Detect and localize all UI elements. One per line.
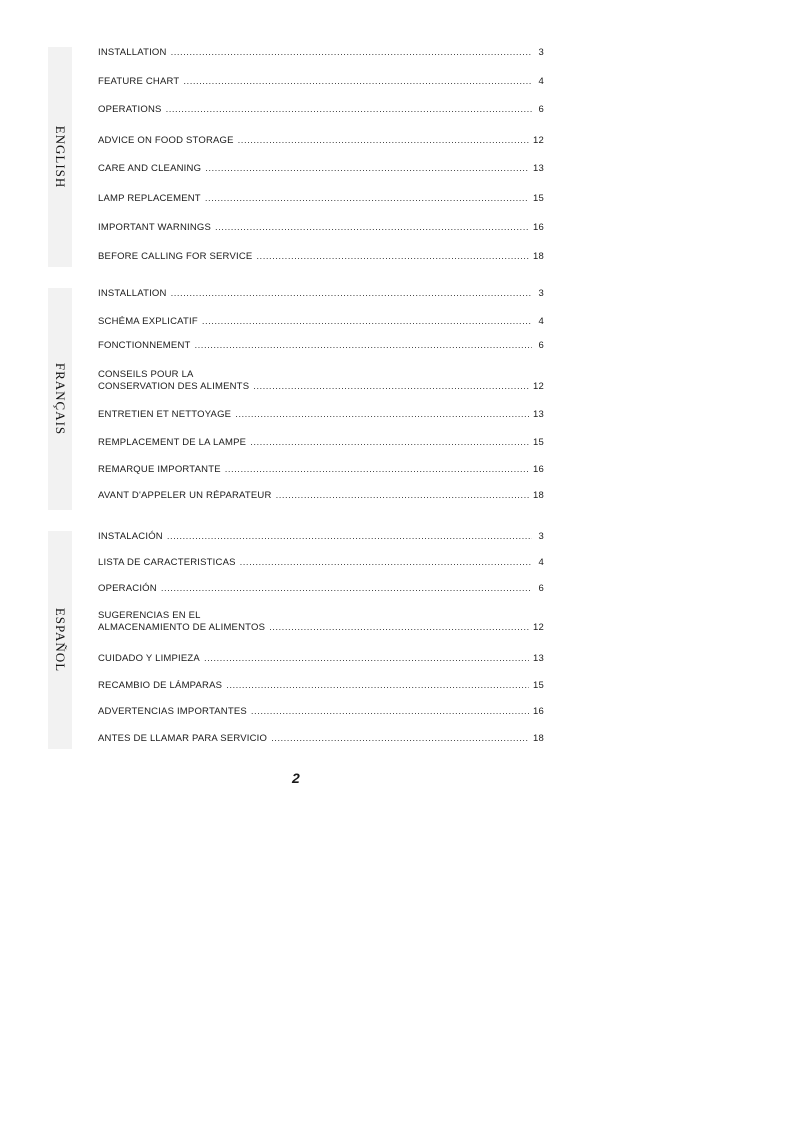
toc-entry[interactable]	[98, 706, 544, 718]
dot-leader	[269, 622, 529, 634]
dot-leader	[271, 733, 529, 745]
toc-entry-title: OPERATIONS	[98, 104, 162, 115]
toc-entry-page: 3	[538, 531, 544, 542]
toc-entry-page: 12	[533, 135, 544, 146]
toc-entry[interactable]	[98, 288, 544, 300]
toc-entry-page: 6	[538, 583, 544, 594]
toc-entry-page: 13	[533, 653, 544, 664]
toc-entry-title: ADVERTENCIAS IMPORTANTES	[98, 706, 247, 717]
dot-leader	[250, 437, 529, 449]
dot-leader	[202, 316, 532, 328]
toc-entry[interactable]	[98, 437, 544, 449]
dot-leader	[167, 531, 532, 543]
toc-entry[interactable]	[98, 47, 544, 59]
language-tab-english	[48, 47, 72, 267]
toc-entry[interactable]	[98, 409, 544, 421]
dot-leader	[171, 47, 532, 59]
toc-entry-title: ANTES DE LLAMAR PARA SERVICIO	[98, 733, 268, 744]
toc-entry[interactable]	[98, 557, 544, 569]
toc-entry-page: 15	[533, 437, 544, 448]
dot-leader	[195, 340, 532, 352]
toc-entry-page: 18	[533, 251, 544, 262]
toc-entry-title: INSTALACIÓN	[98, 531, 163, 542]
toc-entry-page: 12	[533, 381, 544, 392]
toc-entry-page: 6	[538, 104, 544, 115]
toc-entry-title: CARE AND CLEANING	[98, 163, 202, 174]
toc-entry-title: REMPLACEMENT DE LA LAMPE	[98, 437, 247, 448]
toc-entry-title: ENTRETIEN ET NETTOYAGE	[98, 409, 232, 420]
toc-entry-title: IMPORTANT WARNINGS	[98, 222, 212, 233]
dot-leader	[183, 76, 532, 88]
toc-entry-title: FEATURE CHART	[98, 76, 180, 87]
toc-entry-title: AVANT D'APPELER UN RÉPARATEUR	[98, 490, 272, 501]
dot-leader	[225, 464, 529, 476]
section-english	[48, 47, 548, 267]
toc-entry-title: REMARQUE IMPORTANTE	[98, 464, 221, 475]
language-tab-francais	[48, 288, 72, 510]
section-espanol	[48, 531, 548, 749]
toc-entry[interactable]	[98, 583, 544, 595]
toc-entry-page: 13	[533, 409, 544, 420]
toc-entry-title: INSTALLATION	[98, 47, 167, 58]
toc-entry-title: LISTA DE CARACTERISTICAS	[98, 557, 236, 568]
toc-entry[interactable]	[98, 680, 544, 692]
toc-entry-page: 3	[538, 47, 544, 58]
dot-leader	[204, 653, 529, 665]
page-number: 2	[292, 770, 300, 786]
toc-entry[interactable]	[98, 653, 544, 665]
toc-entry-title-line1: SUGERENCIAS EN EL	[98, 610, 201, 621]
dot-leader	[238, 135, 529, 147]
dot-leader	[253, 381, 529, 393]
toc-entry[interactable]	[98, 251, 544, 263]
toc-entry-page: 12	[533, 622, 544, 633]
toc-entry-title: CUIDADO Y LIMPIEZA	[98, 653, 200, 664]
section-francais	[48, 288, 548, 510]
toc-entry[interactable]	[98, 369, 544, 393]
toc-entry[interactable]	[98, 222, 544, 234]
dot-leader	[256, 251, 529, 263]
dot-leader	[166, 104, 532, 116]
toc-entry-page: 15	[533, 680, 544, 691]
dot-leader	[235, 409, 529, 421]
toc-entry-page: 4	[538, 557, 544, 568]
toc-entry-page: 18	[533, 490, 544, 501]
toc-entry-page: 6	[538, 340, 544, 351]
toc-entry[interactable]	[98, 135, 544, 147]
toc-entry-page: 3	[538, 288, 544, 299]
dot-leader	[215, 222, 529, 234]
dot-leader	[205, 163, 529, 175]
toc-entry-title: BEFORE CALLING FOR SERVICE	[98, 251, 253, 262]
toc-entry-title: SCHÉMA EXPLICATIF	[98, 316, 198, 327]
dot-leader	[276, 490, 529, 502]
dot-leader	[226, 680, 529, 692]
toc-entry[interactable]	[98, 163, 544, 175]
toc-entry-title: OPERACIÓN	[98, 583, 157, 594]
language-tab-espanol	[48, 531, 72, 749]
toc-entry[interactable]	[98, 76, 544, 88]
toc-entry-page: 16	[533, 706, 544, 717]
toc-entry-page: 16	[533, 222, 544, 233]
toc-entry-title: FONCTIONNEMENT	[98, 340, 191, 351]
toc-entry-page: 13	[533, 163, 544, 174]
toc-entry[interactable]	[98, 610, 544, 634]
toc-entry-title-line1: CONSEILS POUR LA	[98, 369, 194, 380]
language-tab-label: ENGLISH	[53, 125, 68, 189]
toc-entry-page: 4	[538, 76, 544, 87]
toc-entry-page: 4	[538, 316, 544, 327]
toc-entry[interactable]	[98, 733, 544, 745]
toc-entry[interactable]	[98, 316, 544, 328]
language-tab-label: ESPAÑOL	[53, 607, 68, 673]
toc-entry-title: CONSERVATION DES ALIMENTS	[98, 381, 250, 392]
dot-leader	[171, 288, 532, 300]
toc-entry-page: 15	[533, 193, 544, 204]
toc-entry-page: 16	[533, 464, 544, 475]
toc-entry-title: ADVICE ON FOOD STORAGE	[98, 135, 234, 146]
dot-leader	[205, 193, 529, 205]
toc-entry-title: ALMACENAMIENTO DE ALIMENTOS	[98, 622, 266, 633]
language-tab-label: FRANÇAIS	[53, 362, 68, 436]
dot-leader	[240, 557, 532, 569]
toc-entry-title: INSTALLATION	[98, 288, 167, 299]
toc-entry[interactable]	[98, 464, 544, 476]
dot-leader	[161, 583, 532, 595]
toc-entry[interactable]	[98, 193, 544, 205]
toc-entry-title: RECAMBIO DE LÁMPARAS	[98, 680, 223, 691]
toc-entry[interactable]	[98, 104, 544, 116]
toc-entry[interactable]	[98, 340, 544, 352]
dot-leader	[251, 706, 529, 718]
toc-entry-page: 18	[533, 733, 544, 744]
toc-entry[interactable]	[98, 490, 544, 502]
toc-entry[interactable]	[98, 531, 544, 543]
toc-entry-title: LAMP REPLACEMENT	[98, 193, 201, 204]
